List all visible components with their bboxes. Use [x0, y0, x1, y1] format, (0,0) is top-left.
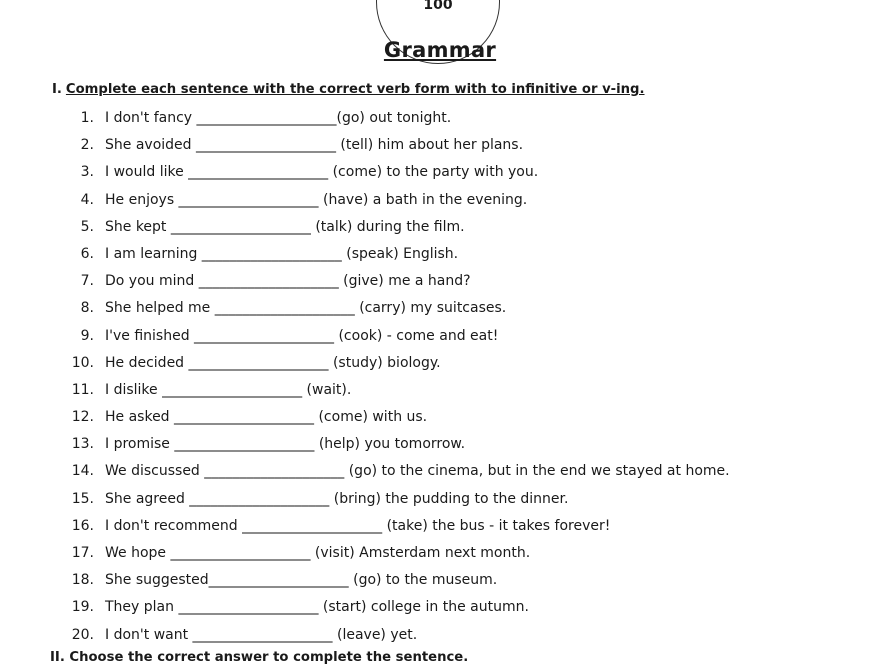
item-number: 3. — [80, 164, 94, 181]
item-sentence: I don't fancy ____________________(go) out tonight. — [105, 110, 452, 126]
exercise-item — [0, 461, 880, 488]
item-number: 12. — [71, 409, 94, 426]
exercise-item — [0, 597, 880, 624]
item-number: 11. — [71, 381, 94, 398]
item-sentence: She agreed ____________________ (bring) the pudding to the dinner. — [105, 490, 569, 507]
item-sentence: She helped me ____________________ (carry) my suitcases. — [105, 300, 507, 317]
item-number: 18. — [71, 572, 94, 589]
item-number: 15. — [71, 490, 94, 507]
exercise-item — [0, 326, 880, 353]
item-number: 14. — [71, 463, 94, 480]
item-number: 7. — [80, 273, 94, 290]
exercise-item — [0, 190, 880, 217]
item-number: 2. — [80, 137, 94, 154]
item-number: 19. — [71, 599, 94, 616]
section-2-heading: II. Choose the correct answer to complete the sentence. — [50, 650, 469, 665]
exercise-item — [0, 625, 880, 652]
exercise-item — [0, 271, 880, 298]
item-number: 16. — [71, 517, 94, 534]
item-sentence: I am learning ____________________ (speak) English. — [105, 245, 459, 262]
item-sentence: He asked ____________________ (come) with us. — [105, 409, 428, 426]
exercise-item — [0, 108, 880, 135]
item-sentence: I dislike ____________________ (wait). — [105, 381, 352, 398]
item-number: 8. — [80, 300, 94, 317]
exercise-item — [0, 298, 880, 325]
score-value: 100 — [423, 0, 453, 13]
item-sentence: She suggested____________________ (go) to the museum. — [105, 572, 498, 589]
item-number: 10. — [71, 354, 94, 371]
section-1-number: I. — [52, 82, 62, 97]
section-1-instruction: Complete each sentence with the correct verb form with to infinitive or v-ing. — [65, 82, 645, 97]
item-number: 20. — [71, 626, 94, 643]
item-sentence: We hope ____________________ (visit) Amsterdam next month. — [105, 545, 531, 561]
section-1-heading — [52, 82, 645, 97]
exercise-item — [0, 570, 880, 597]
page-title: Grammar — [383, 38, 497, 62]
item-number: 6. — [80, 245, 94, 262]
item-sentence: He enjoys ____________________ (have) a bath in the evening. — [105, 191, 528, 208]
item-number: 1. — [80, 110, 94, 126]
exercise-list — [0, 108, 880, 652]
item-number: 4. — [80, 191, 94, 208]
exercise-item — [0, 380, 880, 407]
item-number: 5. — [80, 218, 94, 235]
item-sentence: They plan ____________________ (start) college in the autumn. — [105, 599, 529, 616]
exercise-item — [0, 543, 880, 570]
exercise-item — [0, 217, 880, 244]
item-sentence: I would like ____________________ (come) to the party with you. — [105, 164, 539, 181]
item-sentence: I don't want ____________________ (leave) yet. — [105, 626, 418, 643]
exercise-item — [0, 353, 880, 380]
item-number: 13. — [71, 436, 94, 453]
item-sentence: I don't recommend ____________________ (take) the bus - it takes forever! — [105, 517, 611, 534]
item-sentence: I've finished ____________________ (cook) - come and eat! — [105, 327, 499, 344]
item-sentence: She kept ____________________ (talk) during the film. — [105, 218, 465, 235]
item-sentence: I promise ____________________ (help) you tomorrow. — [105, 436, 466, 453]
exercise-item — [0, 135, 880, 162]
item-number: 17. — [71, 545, 94, 561]
exercise-item — [0, 489, 880, 516]
exercise-item — [0, 407, 880, 434]
exercise-item — [0, 516, 880, 543]
item-sentence: Do you mind ____________________ (give) me a hand? — [105, 273, 471, 290]
item-sentence: We discussed ____________________ (go) to the cinema, but in the end we stayed at home. — [105, 463, 730, 480]
exercise-item — [0, 162, 880, 189]
item-sentence: She avoided ____________________ (tell) him about her plans. — [105, 137, 524, 154]
item-number: 9. — [80, 327, 94, 344]
item-sentence: He decided ____________________ (study) biology. — [105, 354, 441, 371]
exercise-item — [0, 434, 880, 461]
exercise-item — [0, 244, 880, 271]
